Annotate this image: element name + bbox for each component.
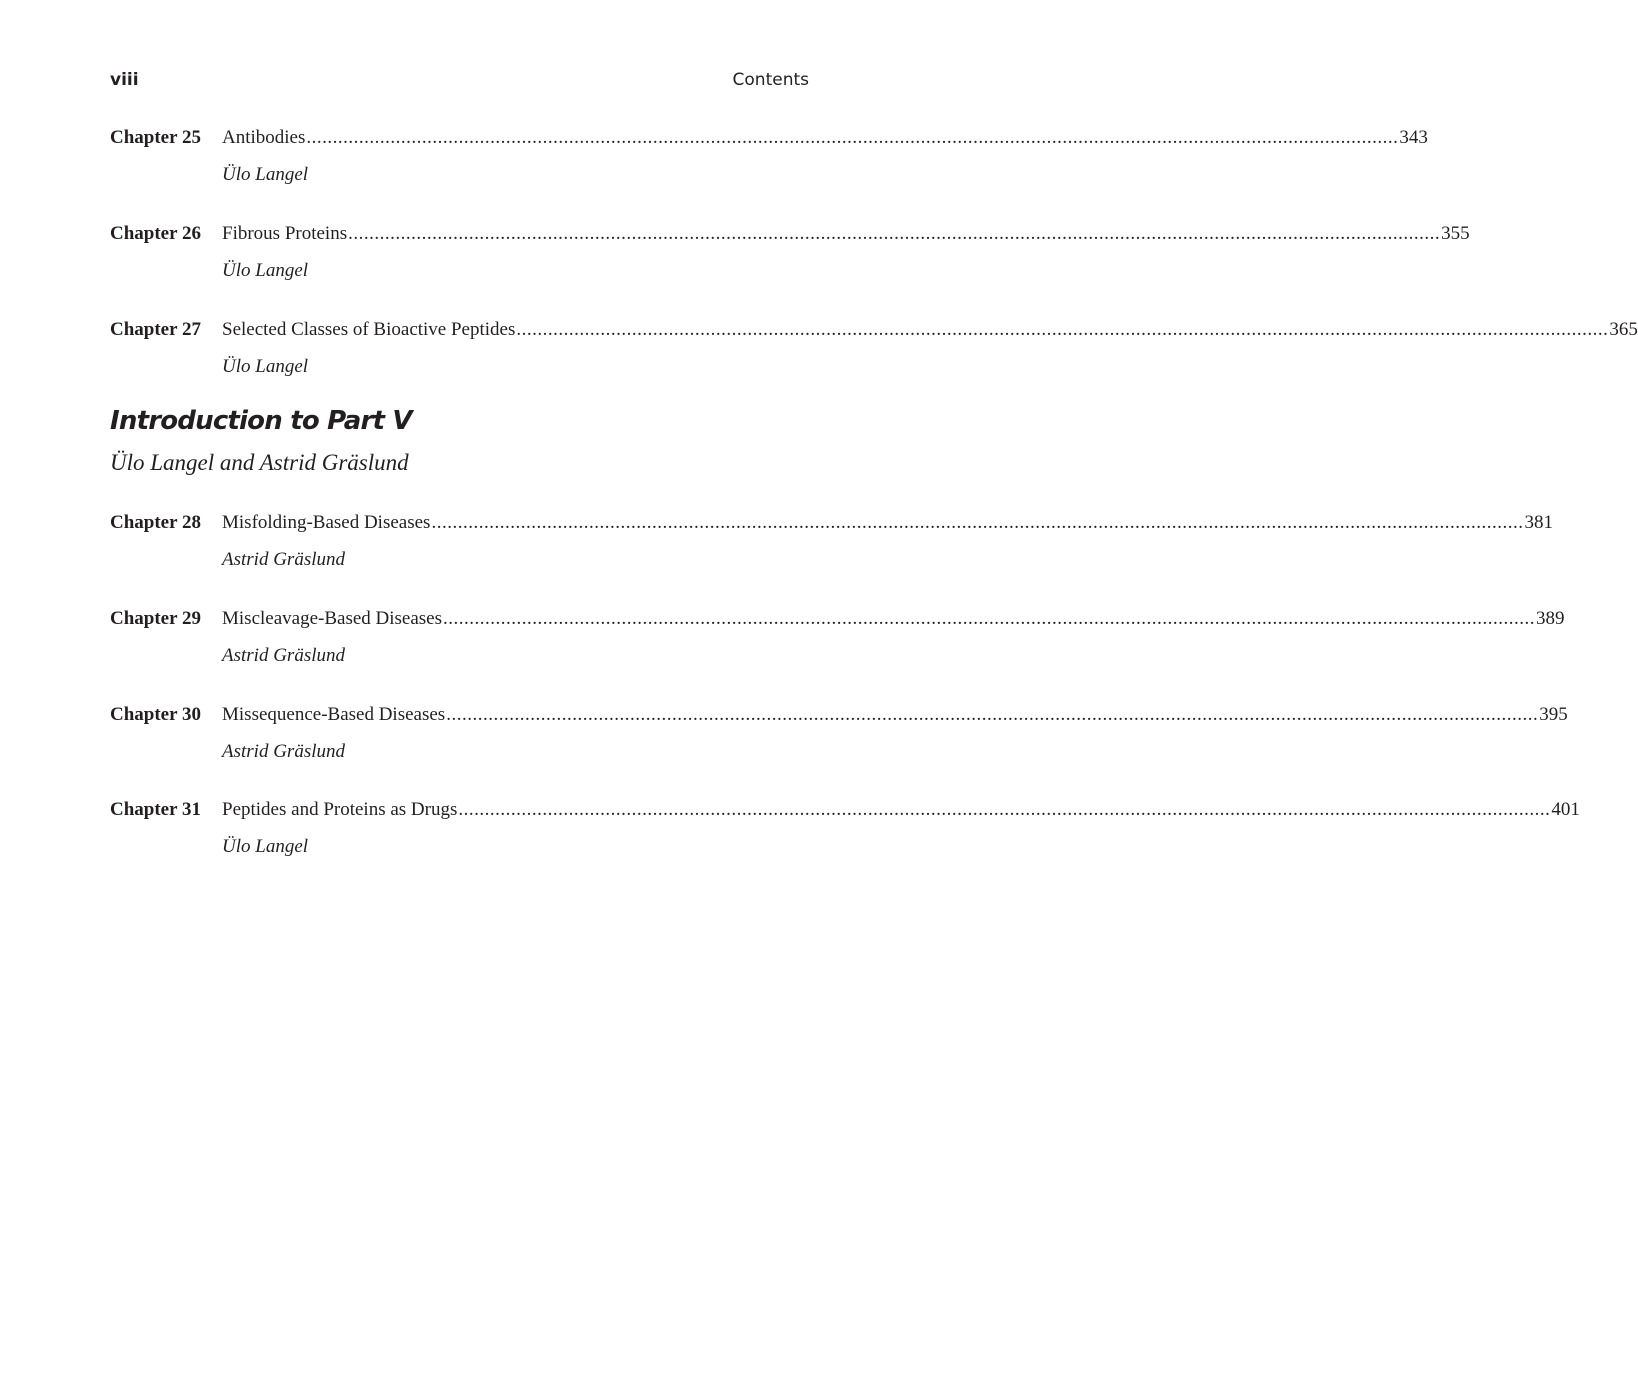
chapter-author: Ülo Langel — [222, 164, 309, 185]
chapter-author: Ülo Langel — [222, 836, 309, 857]
chapter-label: Chapter 27 — [110, 319, 201, 340]
page-number: 343 — [1399, 127, 1428, 148]
toc-entry-chapter-29[interactable] — [110, 606, 1565, 669]
page-number: 381 — [1524, 512, 1553, 533]
chapter-title[interactable]: Misfolding-Based Diseases — [222, 512, 431, 533]
chapter-label: Chapter 25 — [110, 127, 201, 148]
dot-leader: ................................................................................................................................................................................................................ — [306, 127, 1399, 148]
part-authors: Ülo Langel and Astrid Gräslund — [110, 450, 409, 475]
chapter-title[interactable]: Missequence-Based Diseases — [222, 704, 446, 725]
part-heading[interactable]: Introduction to Part V — [110, 406, 412, 436]
page-number: 401 — [1551, 799, 1580, 820]
dot-leader: ................................................................................................................................................................................................................ — [458, 799, 1551, 820]
dot-leader: ................................................................................................................................................................................................................ — [446, 704, 1539, 725]
page-number: 365 — [1609, 319, 1638, 340]
toc-entry-chapter-28[interactable] — [110, 510, 1553, 573]
chapter-title[interactable]: Antibodies — [222, 127, 306, 148]
chapter-title[interactable]: Fibrous Proteins — [222, 223, 348, 244]
toc-entry-chapter-27[interactable] — [110, 317, 1638, 380]
page-folio: viii — [110, 70, 139, 90]
toc-entry-chapter-31[interactable] — [110, 797, 1580, 860]
chapter-author: Ülo Langel — [222, 356, 309, 377]
chapter-title[interactable]: Miscleavage-Based Diseases — [222, 608, 443, 629]
contents-page — [110, 0, 1638, 1388]
running-head — [110, 70, 809, 94]
chapter-title[interactable]: Peptides and Proteins as Drugs — [222, 799, 458, 820]
toc-entry-chapter-30[interactable] — [110, 702, 1568, 765]
chapter-label: Chapter 26 — [110, 223, 201, 244]
chapter-author: Astrid Gräslund — [222, 645, 345, 666]
chapter-author: Ülo Langel — [222, 260, 309, 281]
dot-leader: ................................................................................................................................................................................................................ — [348, 223, 1441, 244]
chapter-label: Chapter 28 — [110, 512, 201, 533]
page-number: 395 — [1539, 704, 1568, 725]
page-number: 355 — [1441, 223, 1470, 244]
running-title: Contents — [732, 70, 809, 90]
chapter-author: Astrid Gräslund — [222, 741, 345, 762]
toc-entry-chapter-26[interactable] — [110, 221, 1470, 284]
page-number: 389 — [1536, 608, 1565, 629]
chapter-label: Chapter 31 — [110, 799, 201, 820]
chapter-label: Chapter 29 — [110, 608, 201, 629]
chapter-label: Chapter 30 — [110, 704, 201, 725]
chapter-title[interactable]: Selected Classes of Bioactive Peptides — [222, 319, 516, 340]
dot-leader: ................................................................................................................................................................................................................ — [431, 512, 1524, 533]
toc-entry-chapter-25[interactable] — [110, 125, 1428, 188]
chapter-author: Astrid Gräslund — [222, 549, 345, 570]
dot-leader: ................................................................................................................................................................................................................ — [516, 319, 1609, 340]
dot-leader: ................................................................................................................................................................................................................ — [443, 608, 1536, 629]
